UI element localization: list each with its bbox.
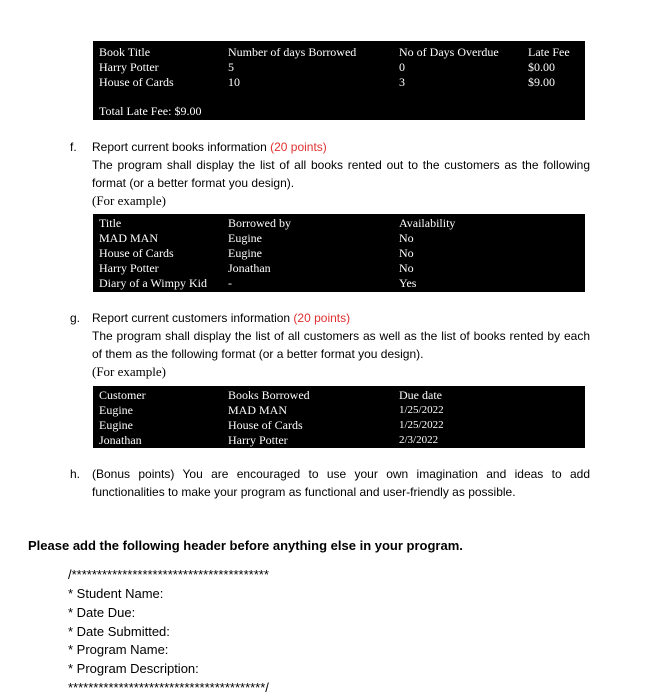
table-cell: $0.00 [528, 60, 555, 74]
header-line-date-submitted: * Date Submitted: [68, 624, 170, 639]
section-description: The program shall display the list of all books rented out to the customers as the following format (or a better format you design). [92, 158, 590, 190]
header-instruction: Please add the following header before anything else in your program. [28, 538, 463, 553]
table-cell: MAD MAN [99, 231, 159, 245]
table-cell: Yes [399, 276, 417, 290]
section-description: The program shall display the list of all customers as well as the list of books rented by each of them as the following format (or a better format you design). [92, 329, 590, 361]
header-line-program-description: * Program Description: [68, 661, 199, 676]
col-header-books-borrowed: Books Borrowed [228, 388, 310, 402]
late-fee-table [93, 41, 585, 120]
table-cell: 3 [399, 75, 405, 89]
example-label: (For example) [92, 193, 167, 208]
table-cell: 5 [228, 60, 234, 74]
table-cell: Harry Potter [228, 433, 288, 447]
table-cell: No [399, 246, 414, 260]
section-points: (20 points) [293, 311, 351, 325]
section-title [92, 309, 590, 327]
table-cell: No [399, 231, 414, 245]
table-cell: 1/25/2022 [399, 419, 444, 431]
col-header-book-title: Book Title [99, 45, 151, 59]
header-line-program-name: * Program Name: [68, 642, 169, 657]
section-letter: f. [70, 140, 77, 154]
table-cell: Eugine [99, 403, 133, 417]
table-cell: MAD MAN [228, 403, 288, 417]
section-letter: h. [70, 467, 81, 481]
col-header-due-date: Due date [399, 388, 442, 402]
section-letter: g. [70, 311, 81, 325]
col-header-borrowed-by: Borrowed by [228, 216, 291, 230]
col-header-late-fee: Late Fee [528, 45, 570, 59]
table-cell: Harry Potter [99, 261, 159, 275]
col-header-days-overdue: No of Days Overdue [399, 45, 499, 59]
header-bottom-border: ***************************************/ [68, 680, 269, 695]
section-title-text: Report current books information [92, 140, 267, 154]
example-label: (For example) [92, 364, 167, 379]
table-cell: House of Cards [228, 418, 303, 432]
table-cell: 2/3/2022 [399, 434, 439, 446]
total-late-fee: Total Late Fee: $9.00 [99, 104, 202, 118]
table-cell: Eugine [228, 246, 262, 260]
table-cell: House of Cards [99, 75, 174, 89]
section-title-text: Report current customers information [92, 311, 291, 325]
table-cell: Eugine [228, 231, 262, 245]
section-title [92, 138, 590, 156]
col-header-availability: Availability [399, 216, 456, 230]
header-line-student-name: * Student Name: [68, 586, 164, 601]
table-cell: 10 [228, 75, 240, 89]
table-cell: 0 [399, 60, 405, 74]
table-cell: $9.00 [528, 75, 555, 89]
col-header-days-borrowed: Number of days Borrowed [228, 45, 357, 59]
table-cell: Jonathan [228, 261, 271, 275]
table-cell: 1/25/2022 [399, 404, 444, 416]
customers-table [93, 386, 585, 448]
col-header-customer: Customer [99, 388, 146, 402]
header-top-border: /*************************************** [68, 567, 269, 582]
table-cell: Harry Potter [99, 60, 159, 74]
section-points: (20 points) [270, 140, 327, 154]
books-table [93, 214, 585, 292]
table-cell: Eugine [99, 418, 133, 432]
table-cell: House of Cards [99, 246, 174, 260]
table-cell: - [228, 276, 232, 290]
table-cell: No [399, 261, 414, 275]
table-cell: Jonathan [99, 433, 142, 447]
section-description: (Bonus points) You are encouraged to use your own imagination and ideas to add functionalities to make your program as functional and user-friendly as possible. [92, 467, 590, 499]
table-cell: Diary of a Wimpy Kid [99, 276, 207, 290]
col-header-title: Title [99, 216, 122, 230]
header-line-date-due: * Date Due: [68, 605, 136, 620]
